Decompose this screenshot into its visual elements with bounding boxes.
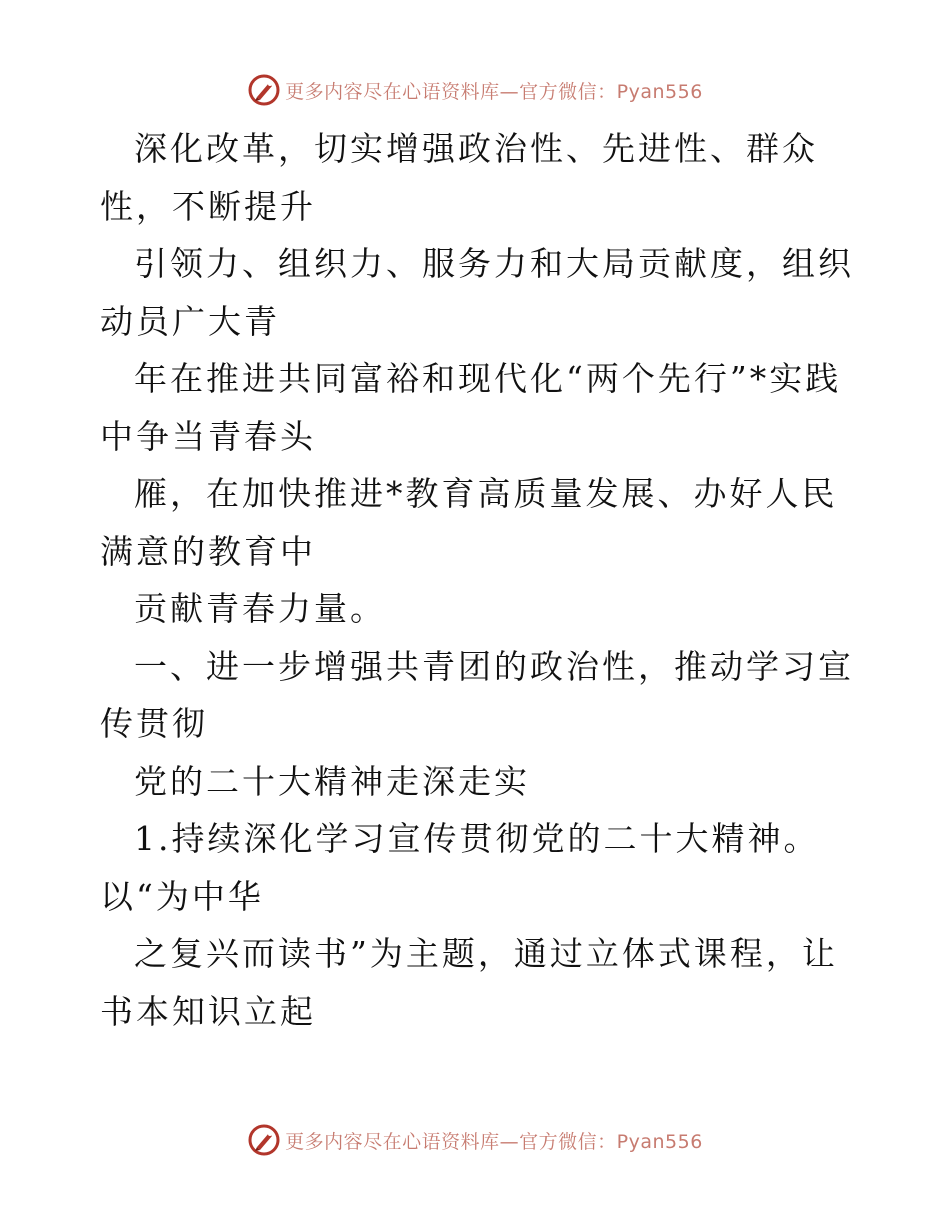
header-watermark xyxy=(0,70,950,110)
document-body xyxy=(100,120,860,1040)
paragraph: 引领力、组织力、服务力和大局贡献度，组织动员广大青 xyxy=(100,244,854,341)
paragraph: 之复兴而读书”为主题，通过立体式课程，让书本知识立起 xyxy=(100,934,838,1031)
paragraph: 雁，在加快推进*教育高质量发展、办好人民满意的教育中 xyxy=(100,474,838,571)
watermark-text: 更多内容尽在心语资料库—官方微信：Pyan556 xyxy=(285,1130,703,1153)
paragraph: 深化改革，切实增强政治性、先进性、群众性，不断提升 xyxy=(100,129,818,226)
paragraph: 贡献青春力量。 xyxy=(134,589,386,628)
watermark-text: 更多内容尽在心语资料库—官方微信：Pyan556 xyxy=(285,80,703,103)
section-heading-continuation: 党的二十大精神走深走实 xyxy=(134,761,530,801)
pen-logo-icon xyxy=(247,73,281,107)
pen-logo-icon xyxy=(247,1123,281,1157)
paragraph: 1.持续深化学习宣传贯彻党的二十大精神。以“为中华 xyxy=(100,819,820,916)
paragraph: 年在推进共同富裕和现代化“两个先行”*实践中争当青春头 xyxy=(100,359,842,456)
footer-watermark xyxy=(0,1120,950,1160)
section-heading: 一、进一步增强共青团的政治性，推动学习宣传贯彻 xyxy=(100,646,854,743)
